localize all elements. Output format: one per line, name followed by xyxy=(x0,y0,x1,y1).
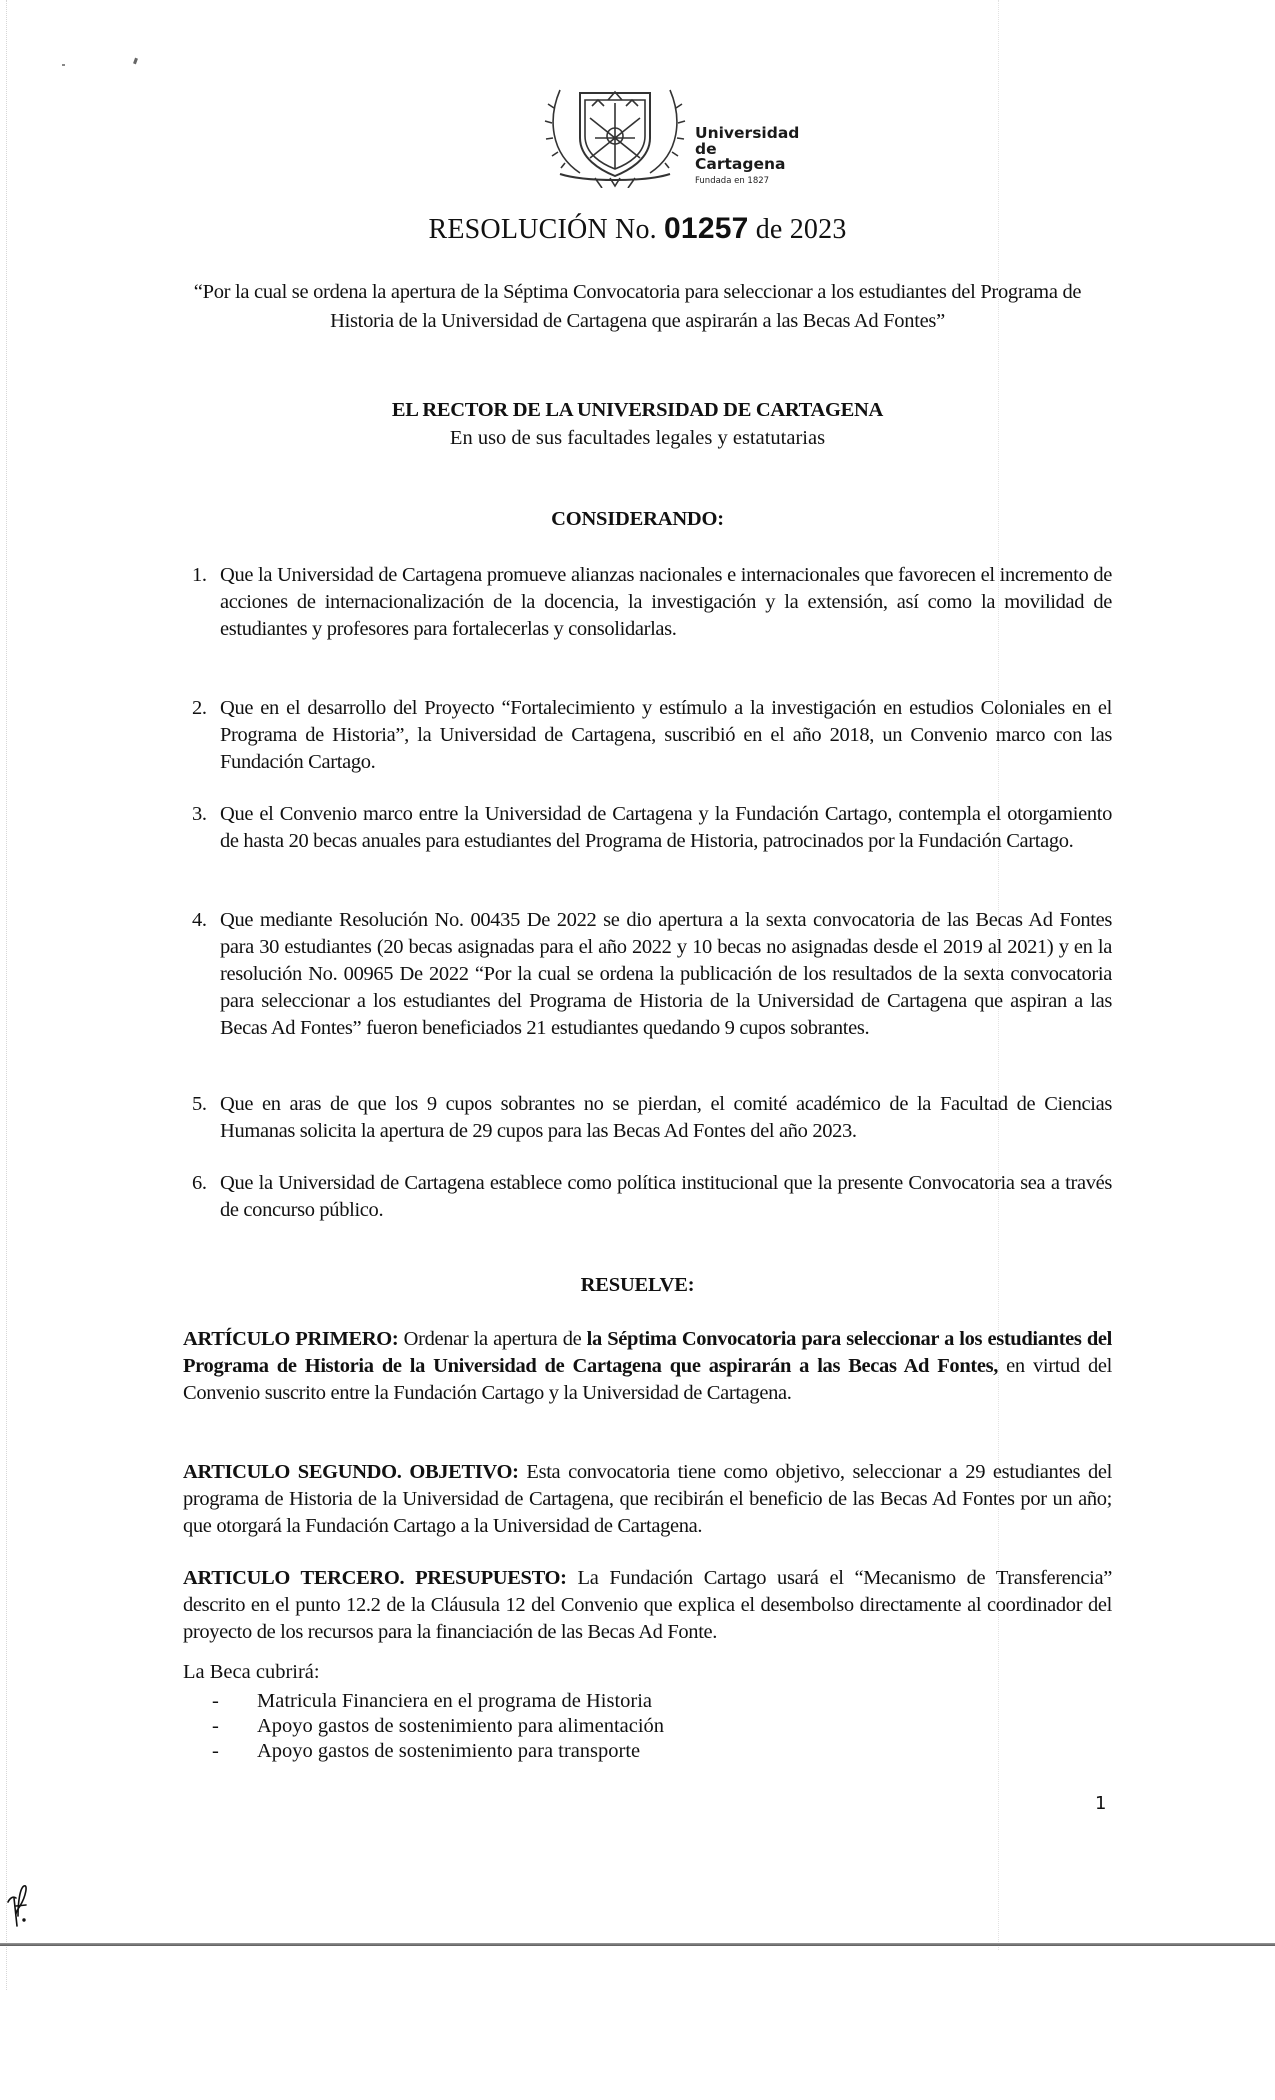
bullet: - xyxy=(212,1690,219,1712)
authority-block xyxy=(0,396,1275,452)
scan-edge-line xyxy=(6,0,7,1990)
resuelve-heading: RESUELVE: xyxy=(580,1274,695,1296)
bullet: - xyxy=(212,1740,219,1762)
coverage-text: Apoyo gastos de sostenimiento para transporte xyxy=(257,1740,641,1762)
considerando-item xyxy=(192,1170,1112,1224)
handwritten-initials xyxy=(4,1882,44,1937)
article-label: ARTICULO TERCERO. PRESUPUESTO: xyxy=(183,1567,567,1589)
item-text: Que la Universidad de Cartagena promueve alianzas nacionales e internacionales que favorecen el incremento de acciones de internacionalización de la docencia, la investigación y la extensión, así como la movilidad de estudiantes y profesores para fortalecerlas y consolidarlas. xyxy=(220,564,1112,640)
article-text: Esta convocatoria tiene como objetivo, seleccionar a 29 estudiantes del programa de Historia de la Universidad de Cartagena, que recibirán el beneficio de las Becas Ad Fontes por un año; que otorgará la Fundación Cartago a la Universidad de Cartagena. xyxy=(183,1461,1112,1537)
page-number: 1 xyxy=(1095,1793,1107,1814)
coverage-item xyxy=(212,1739,664,1764)
article-text: Ordenar la apertura de xyxy=(398,1328,587,1350)
resolution-number: 01257 xyxy=(664,212,749,245)
article-bold-text: la Séptima Convocatoria para seleccionar a los estudiantes del Programa de Historia de la Universidad de Cartagena que aspirarán a las Becas Ad Fontes, xyxy=(183,1328,1112,1377)
logo-name-line2: de Cartagena xyxy=(695,139,786,173)
item-number: 1. xyxy=(192,564,207,586)
considerando-item xyxy=(192,562,1112,643)
item-text: Que en aras de que los 9 cupos sobrantes no se pierdan, el comité académico de la Facultad de Ciencias Humanas solicita la apertura de 29 cupos para las Becas Ad Fontes del año 2023. xyxy=(220,1093,1112,1142)
university-logo xyxy=(540,78,800,188)
article-segundo xyxy=(183,1459,1112,1540)
article-tercero xyxy=(183,1565,1112,1646)
item-number: 4. xyxy=(192,909,207,931)
coverage-label: La Beca cubrirá: xyxy=(183,1661,320,1683)
considerando-item xyxy=(192,801,1112,855)
authority-title: EL RECTOR DE LA UNIVERSIDAD DE CARTAGENA xyxy=(391,399,884,421)
initials-signature-icon xyxy=(4,1882,44,1932)
coverage-text: Apoyo gastos de sostenimiento para alimentación xyxy=(257,1715,665,1737)
logo-founded: Fundada en 1827 xyxy=(695,175,770,186)
resolution-title xyxy=(0,212,1275,246)
logo-name-line1: Universidad xyxy=(695,124,800,142)
coverage-item xyxy=(212,1689,664,1714)
item-text: Que el Convenio marco entre la Universidad de Cartagena y la Fundación Cartago, contempla el otorgamiento de hasta 20 becas anuales para estudiantes del Programa de Historia, patrocinados por la Fundación Cartago. xyxy=(220,803,1112,852)
bullet: - xyxy=(212,1715,219,1737)
university-crest-icon xyxy=(540,78,690,188)
article-primero xyxy=(183,1326,1112,1407)
item-number: 3. xyxy=(192,803,207,825)
article-text: en virtud del Convenio suscrito entre la Fundación Cartago y la Universidad de Cartagena. xyxy=(183,1355,1112,1404)
considerando-item xyxy=(192,1091,1112,1145)
considerando-item xyxy=(192,695,1112,776)
considerando-item xyxy=(192,907,1112,1042)
title-suffix: de 2023 xyxy=(755,214,847,245)
item-number: 5. xyxy=(192,1093,207,1115)
item-text: Que en el desarrollo del Proyecto “Fortalecimiento y estímulo a la investigación en estudios Coloniales en el Programa de Historia”, la Universidad de Cartagena, suscribió en el año 2018, un Convenio marco con las Fundación Cartago. xyxy=(220,697,1112,773)
title-prefix: RESOLUCIÓN No. xyxy=(428,214,657,245)
resolution-subtitle: “Por la cual se ordena la apertura de la Séptima Convocatoria para seleccionar a los estudiantes del Programa de Historia de la Universidad de Cartagena que aspirarán a las Becas Ad Fontes” xyxy=(193,281,1082,332)
coverage-list xyxy=(212,1689,664,1764)
article-label: ARTÍCULO PRIMERO: xyxy=(183,1328,399,1350)
item-number: 6. xyxy=(192,1172,207,1194)
scan-speck xyxy=(133,58,138,65)
item-text: Que mediante Resolución No. 00435 De 2022 se dio apertura a la sexta convocatoria de las Becas Ad Fontes para 30 estudiantes (20 becas asignadas para el año 2022 y 10 becas no asignadas desde el 2019 al 2021) y en la resolución No. 00965 De 2022 “Por la cual se ordena la publicación de los resultados de la sexta convocatoria para seleccionar a los estudiantes del Programa de Historia de la Universidad de Cartagena que aspiran a las Becas Ad Fontes” fueron beneficiados 21 estudiantes quedando 9 cupos sobrantes. xyxy=(220,909,1112,1039)
considerando-heading: CONSIDERANDO: xyxy=(551,508,724,530)
coverage-text: Matricula Financiera en el programa de Historia xyxy=(257,1690,653,1712)
item-text: Que la Universidad de Cartagena establece como política institucional que la presente Convocatoria sea a través de concurso público. xyxy=(220,1172,1112,1221)
article-text: La Fundación Cartago usará el “Mecanismo de Transferencia” descrito en el punto 12.2 de la Cláusula 12 del Convenio que explica el desembolso directamente al coordinador del proyecto de los recursos para la financiación de las Becas Ad Fonte. xyxy=(183,1567,1112,1643)
authority-subtitle: En uso de sus facultades legales y estatutarias xyxy=(449,427,826,449)
coverage-item xyxy=(212,1714,664,1739)
article-label: ARTICULO SEGUNDO. OBJETIVO: xyxy=(183,1461,519,1483)
item-number: 2. xyxy=(192,697,207,719)
scan-speck xyxy=(62,64,65,66)
footer-rule xyxy=(0,1943,1275,1946)
